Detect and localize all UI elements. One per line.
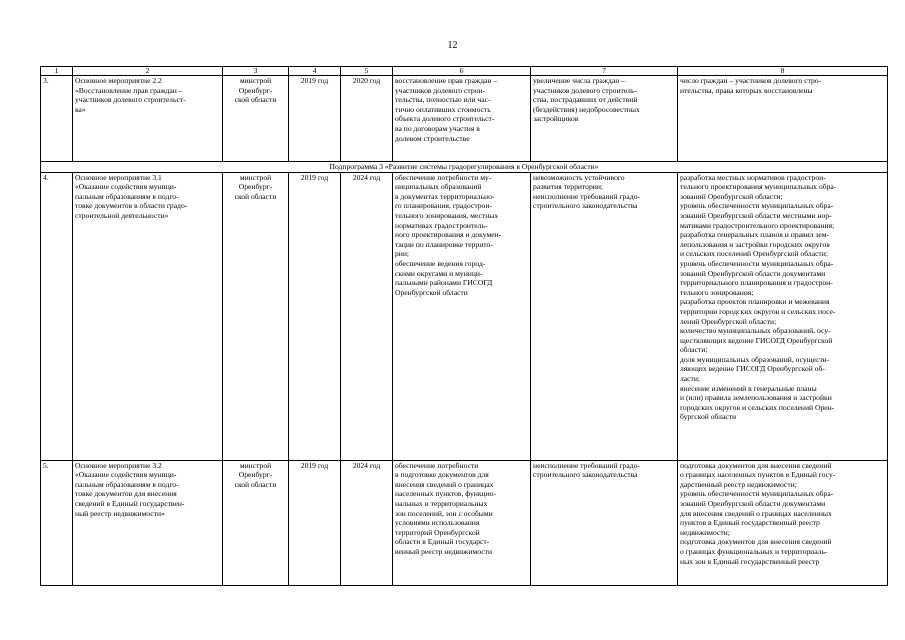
column-number: 6 bbox=[393, 67, 531, 76]
executor: минстрой Оренбург- ской области bbox=[223, 172, 289, 460]
indicators: подготовка документов для внесения сведений о границах населенных пунктов в Единый госу- дарственный реестр недвижимости; уровень обеспеченности муниципальных обра- зований Оренбургской области документами для внесения сведений о границах населенных пунктов в Единый государственный реестр недвижимости; подготовка документов для внесения сведений о границах функциональных и территориаль- ных зон в Единый государственный реестр bbox=[678, 460, 888, 585]
row-number: 5. bbox=[41, 460, 73, 585]
expected-result: восстановление прав граждан – участников долевого строи- тельства, полностью или час- тично оплативших стоимость объекта долевого строительст- ва по договорам участия в долевом строительстве bbox=[393, 76, 531, 162]
end-year: 2024 год bbox=[341, 172, 393, 460]
non-implementation-consequence: невозможность устойчивого развития территории; неисполнение требований градо- строительного законодательства bbox=[531, 172, 678, 460]
row-number: 4. bbox=[41, 172, 73, 460]
executor: минстрой Оренбург- ской области bbox=[223, 460, 289, 585]
column-number: 4 bbox=[289, 67, 341, 76]
table-row bbox=[41, 76, 888, 162]
column-number: 3 bbox=[223, 67, 289, 76]
table-row bbox=[41, 172, 888, 460]
column-number: 7 bbox=[531, 67, 678, 76]
column-number: 1 bbox=[41, 67, 73, 76]
measures-table bbox=[40, 66, 888, 586]
executor: минстрой Оренбург- ской области bbox=[223, 76, 289, 162]
start-year: 2019 год bbox=[289, 172, 341, 460]
column-number-row bbox=[41, 67, 888, 76]
column-number: 5 bbox=[341, 67, 393, 76]
column-number: 8 bbox=[678, 67, 888, 76]
expected-result: обеспечение потребности му- ниципальных образований в документах территориально- го планирования, градострои- тельного зонирования, местных нормативах градостроитель- ного проектирования и докумен- тации по планировке террито- рии; обеспечение ведения город- скими округами и муници- пальными районами ГИСОГД Оренбургской области bbox=[393, 172, 531, 460]
subprogram-row bbox=[41, 162, 888, 173]
end-year: 2020 год bbox=[341, 76, 393, 162]
subprogram-title: Подпрограмма 3 «Развитие системы градорегулирования в Оренбургской области» bbox=[41, 162, 888, 173]
expected-result: обеспечение потребности в подготовке документов для внесения сведений о границах населенных пунктов, функцио- нальных и территориальных зон поселений, зон с особыми условиями использования территорий Оренбургской области в Единый государст- венный реестр недвижимости bbox=[393, 460, 531, 585]
column-number: 2 bbox=[73, 67, 223, 76]
start-year: 2019 год bbox=[289, 76, 341, 162]
page-number: 12 bbox=[447, 40, 458, 51]
table-row bbox=[41, 460, 888, 585]
event-name: Основное мероприятие 3.2 «Оказание содействия муници- пальным образованиям в подго- товке документов для внесения сведений в Единый государствен- ный реестр недвижимости» bbox=[73, 460, 223, 585]
event-name: Основное мероприятие 3.1 «Оказание содействия муници- пальным образованиям в подго- товке документов в области градо- строительной деятельности» bbox=[73, 172, 223, 460]
non-implementation-consequence: увеличение числа граждан – участников долевого строитель- ства, пострадавших от действий (бездействия) недобросовестных застройщиков bbox=[531, 76, 678, 162]
indicators: число граждан – участников долевого стро- ительства, права которых восстановлены bbox=[678, 76, 888, 162]
row-number: 3. bbox=[41, 76, 73, 162]
non-implementation-consequence: неисполнение требований градо- строительного законодательства bbox=[531, 460, 678, 585]
event-name: Основное мероприятие 2.2 «Восстановление прав граждан – участников долевого строительст- ва» bbox=[73, 76, 223, 162]
start-year: 2019 год bbox=[289, 460, 341, 585]
end-year: 2024 год bbox=[341, 460, 393, 585]
indicators: разработка местных нормативов градострои- тельного проектирования муниципальных обра- зований Оренбургской области; уровень обеспеченности муниципальных обра- зований Оренбургской области местными нор- мативами градостроительного проектирования; разработка генеральных планов и правил зем- лепользования и застройки городских округов и сельских поселений Оренбургской области; уровень обеспеченности муниципальных обра- зований Оренбургской области документами территориального планирования и градострои- тельного зонирования; разработка проектов планировки и межевания территории городских округов и сельских посе- лений Оренбургской области; количество муниципальных образований, осу- ществляющих ведение ГИСОГД Оренбургской области; доля муниципальных образований, осуществ- ляющих ведение ГИСОГД Оренбургской об- ласти; внесение изменений в генеральные планы и (или) правила землепользования и застройки городских округов и сельских поселений Орен- бургской области bbox=[678, 172, 888, 460]
